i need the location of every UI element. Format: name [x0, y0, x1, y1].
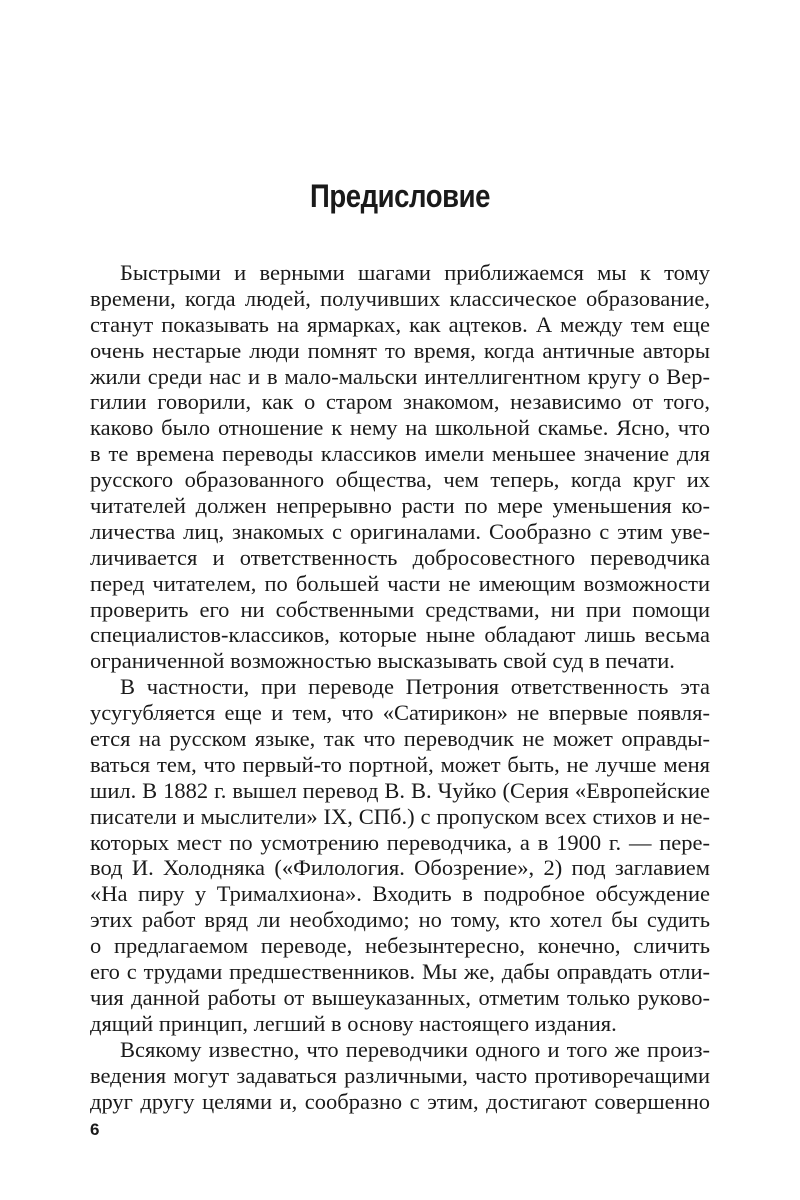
text-line: станут показывать на ярмарках, как ацтеков. А между тем еще [90, 311, 710, 337]
text-line: специалистов-классиков, которые ныне обладают лишь весьма [90, 622, 710, 648]
text-line: чия данной работы от вышеуказанных, отметим только руково- [90, 984, 710, 1010]
text-line: Всякому известно, что переводчики одного и того же произ- [120, 1036, 710, 1062]
page-number: 6 [90, 1120, 100, 1139]
text-line: очень нестарые люди помнят то время, когда античные авторы [90, 337, 710, 363]
text-line: усугубляется еще и тем, что «Сатирикон» не впервые появля- [90, 700, 710, 726]
text-line: в те времена переводы классиков имели меньшее значение для [90, 441, 710, 467]
text-line: перед читателем, по большей части не имеющим возможности [90, 570, 710, 596]
text-line: которых мест по усмотрению переводчика, а в 1900 г. — пере- [90, 829, 710, 855]
text-line: ведения могут задаваться различными, часто противоречащими [90, 1062, 710, 1088]
text-line: ваться тем, что первый-то портной, может быть, не лучше меня [90, 751, 710, 777]
text-line: В частности, при переводе Петрония ответственность эта [120, 674, 710, 700]
text-line: времени, когда людей, получивших классическое образование, [90, 285, 710, 311]
text-line: русского образованного общества, чем теперь, когда круг их [90, 467, 710, 493]
text-line: ется на русском языке, так что переводчик не может оправды- [90, 726, 710, 752]
text-line: жили среди нас и в мало-мальски интеллигентном кругу о Вер- [90, 363, 710, 389]
body-text [90, 260, 710, 1114]
text-line: личества лиц, знакомых с оригиналами. Сообразно с этим уве- [90, 518, 710, 544]
text-line: его с трудами предшественников. Мы же, дабы оправдать отли- [90, 959, 710, 985]
text-line: ограниченной возможностью высказывать свой суд в печати. [90, 648, 675, 674]
text-line: проверить его ни собственными средствами, ни при помощи [90, 596, 710, 622]
text-line: Быстрыми и верными шагами приближаемся мы к тому [120, 260, 710, 285]
text-line: гилии говорили, как о старом знакомом, независимо от того, [90, 389, 710, 415]
text-line: личивается и ответственность добросовестного переводчика [90, 544, 710, 570]
page-title: Предисловие [310, 178, 490, 214]
text-line: вод И. Холодняка («Филология. Обозрение», 2) под заглавием [90, 855, 710, 881]
text-line: шил. В 1882 г. вышел перевод В. В. Чуйко (Серия «Европейские [90, 777, 710, 803]
text-line: дящий принцип, легший в основу настоящего издания. [90, 1010, 617, 1036]
text-line: писатели и мыслители» IX, СПб.) с пропуском всех стихов и не- [90, 803, 710, 829]
text-line: друг другу целями и, сообразно с этим, достигают совершенно [90, 1088, 710, 1114]
text-line: этих работ вряд ли необходимо; но тому, кто хотел бы судить [90, 907, 710, 933]
text-line: каково было отношение к нему на школьной скамье. Ясно, что [90, 415, 710, 441]
text-line: о предлагаемом переводе, небезынтересно, конечно, сличить [90, 933, 710, 959]
text-line: «На пиру у Трималхиона». Входить в подробное обсуждение [90, 881, 710, 907]
text-line: читателей должен непрерывно расти по мере уменьшения ко- [90, 493, 710, 519]
